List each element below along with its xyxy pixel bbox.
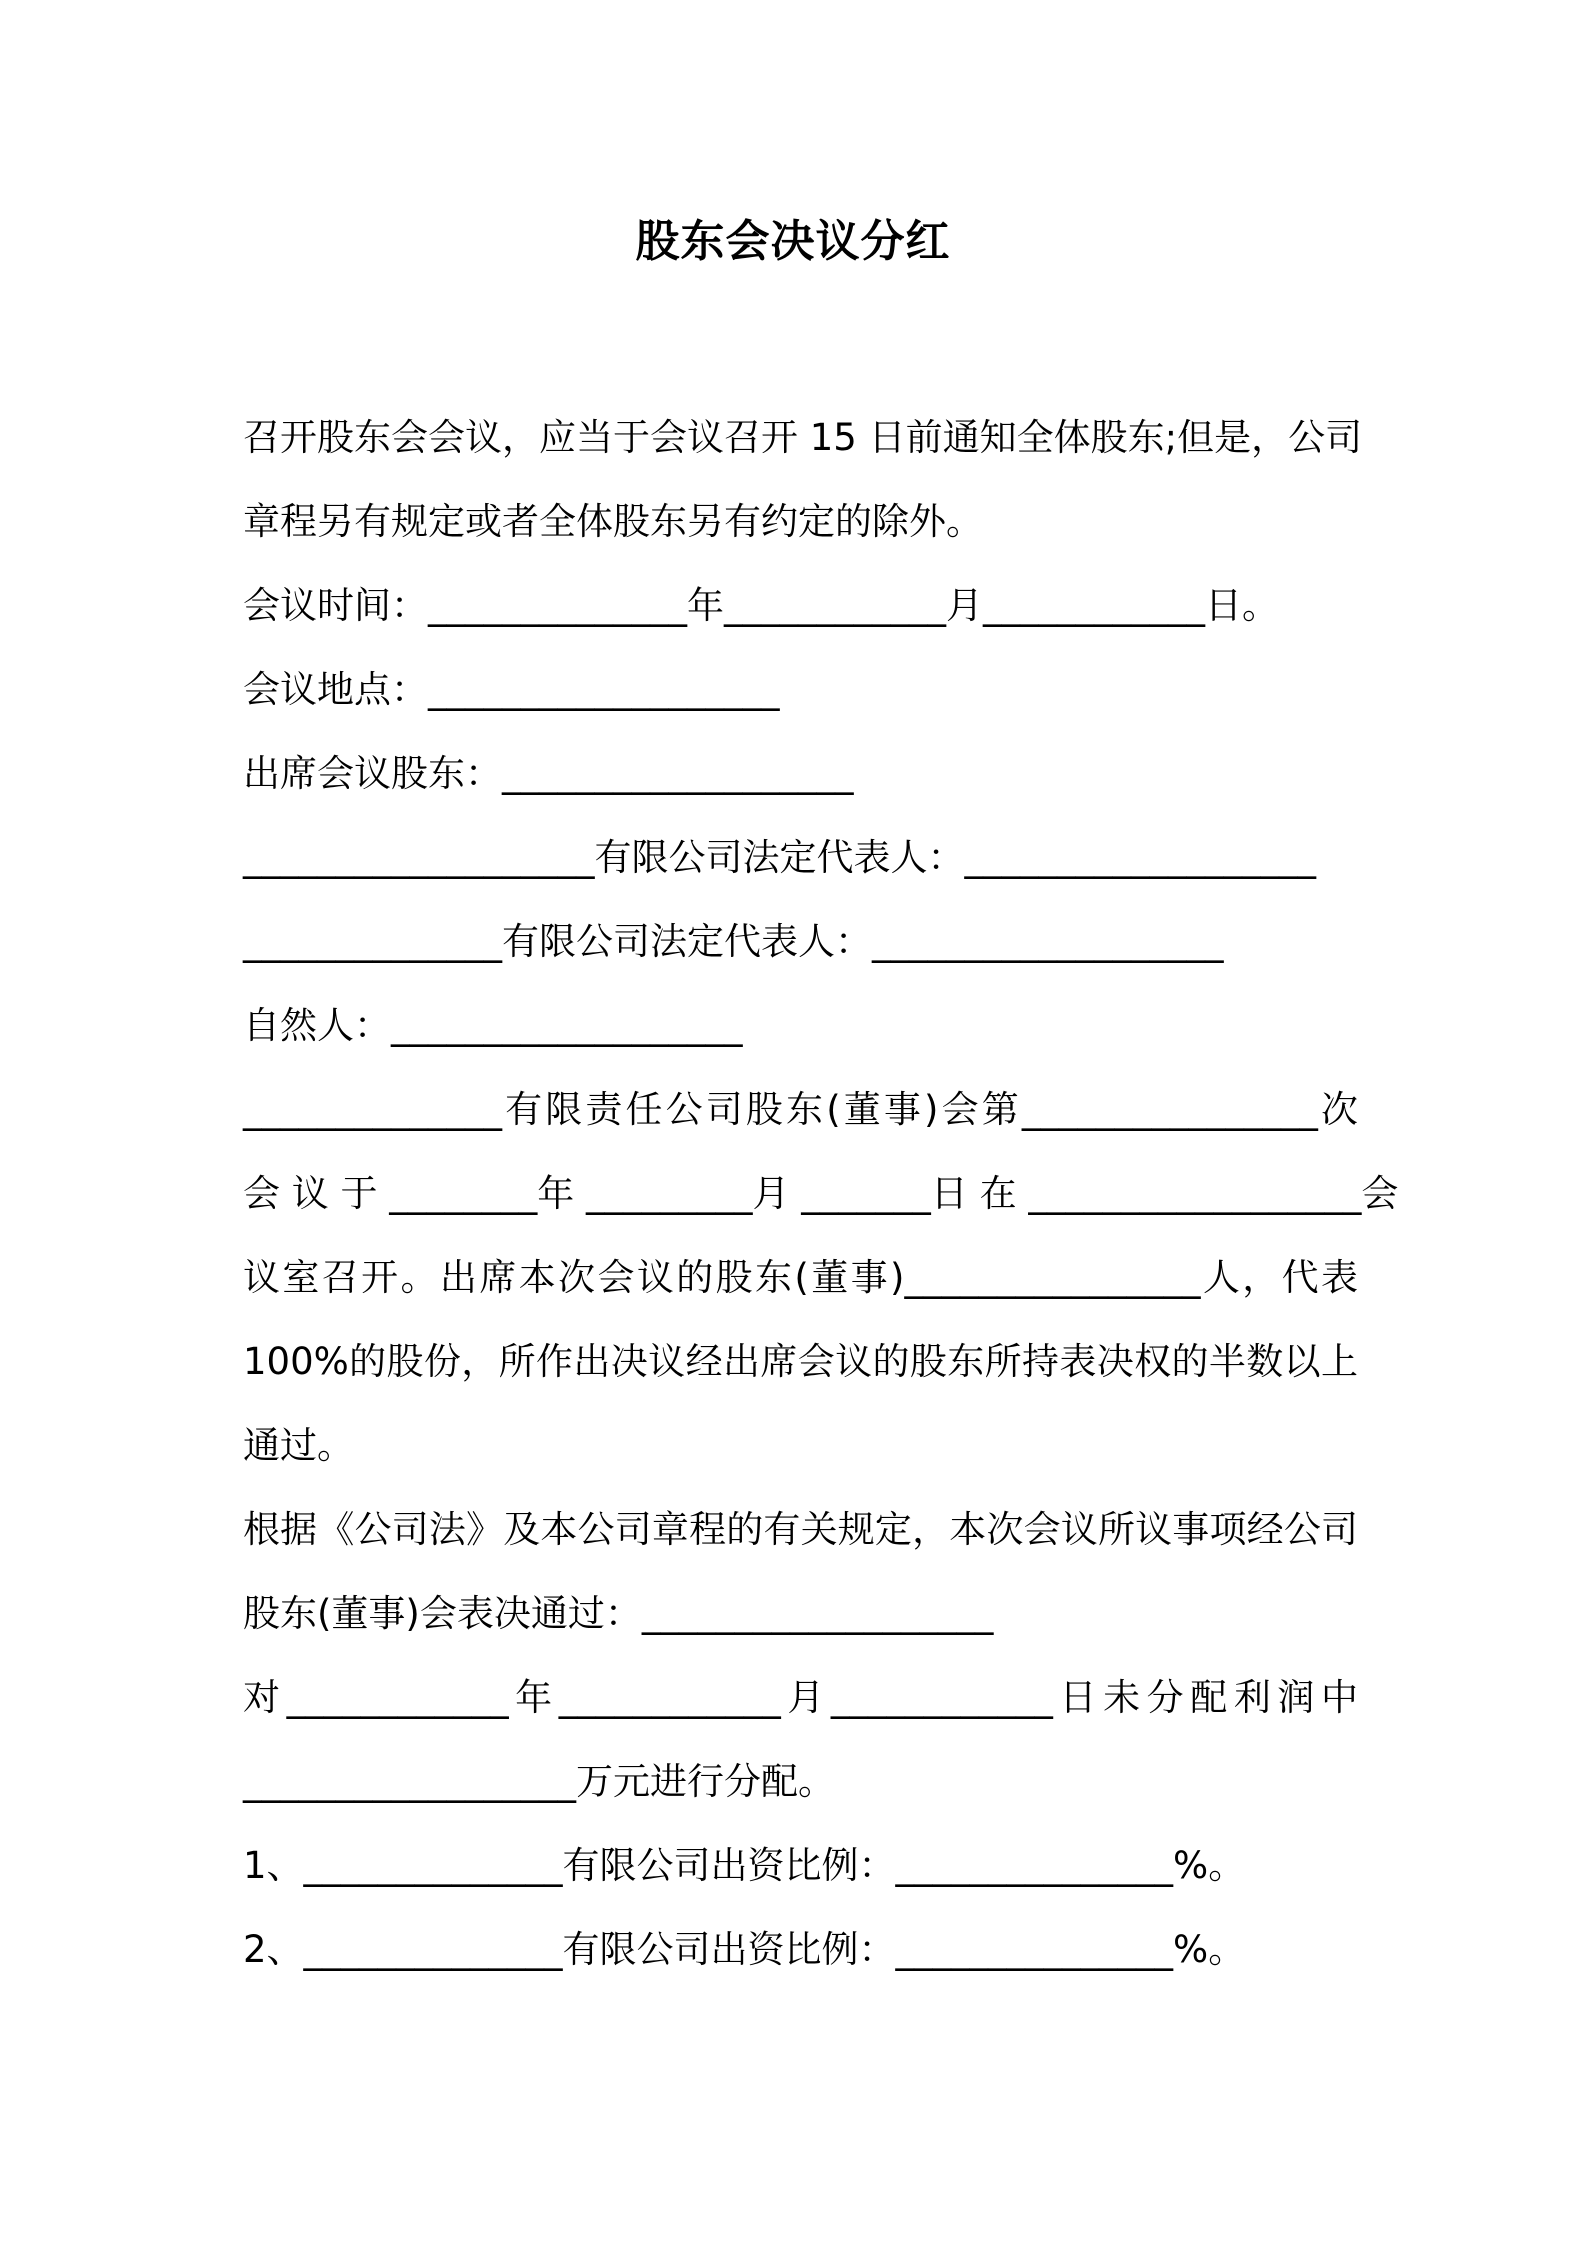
resolution-paragraph-line-3: 议室召开。出席本次会议的股东(董事)________________人，代表 (243, 1256, 1358, 1299)
meeting-location-field: 会议地点：___________________ (243, 668, 780, 711)
company-law-paragraph-line-1: 根据《公司法》及本公司章程的有关规定，本次会议所议事项经公司 (243, 1508, 1358, 1551)
attending-shareholders-field: 出席会议股东：___________________ (243, 752, 854, 795)
profit-distribution-line-2: __________________万元进行分配。 (243, 1760, 835, 1803)
company-law-paragraph-line-2: 股东(董事)会表决通过：___________________ (243, 1592, 994, 1635)
paragraph-notice-line-2: 章程另有规定或者全体股东另有约定的除外。 (243, 500, 983, 543)
contribution-ratio-item-2: 2、______________有限公司出资比例：_______________%。 (243, 1928, 1246, 1971)
document-title: 股东会决议分红 (635, 216, 951, 267)
company-legal-rep-field-1: ___________________有限公司法定代表人：___________________ (243, 836, 1316, 879)
paragraph-notice-line-1: 召开股东会会议，应当于会议召开 15 日前通知全体股东;但是，公司 (243, 416, 1363, 459)
contribution-ratio-item-1: 1、______________有限公司出资比例：_______________%。 (243, 1844, 1246, 1887)
natural-person-field: 自然人：___________________ (243, 1004, 743, 1047)
resolution-paragraph-line-5: 通过。 (243, 1424, 354, 1467)
resolution-paragraph-line-2: 会 议 于 ________年 _________月 _______日 在 __________________会 (243, 1172, 1399, 1215)
profit-distribution-line-1: 对____________年____________月____________日未分配利润中 (243, 1676, 1358, 1719)
resolution-paragraph-line-4: 100%的股份，所作出决议经出席会议的股东所持表决权的半数以上 (243, 1340, 1358, 1383)
company-legal-rep-field-2: ______________有限公司法定代表人：___________________ (243, 920, 1224, 963)
meeting-time-field: 会议时间：______________年____________月____________日。 (243, 584, 1279, 627)
resolution-paragraph-line-1: ______________有限责任公司股东(董事)会第________________次 (243, 1088, 1358, 1131)
